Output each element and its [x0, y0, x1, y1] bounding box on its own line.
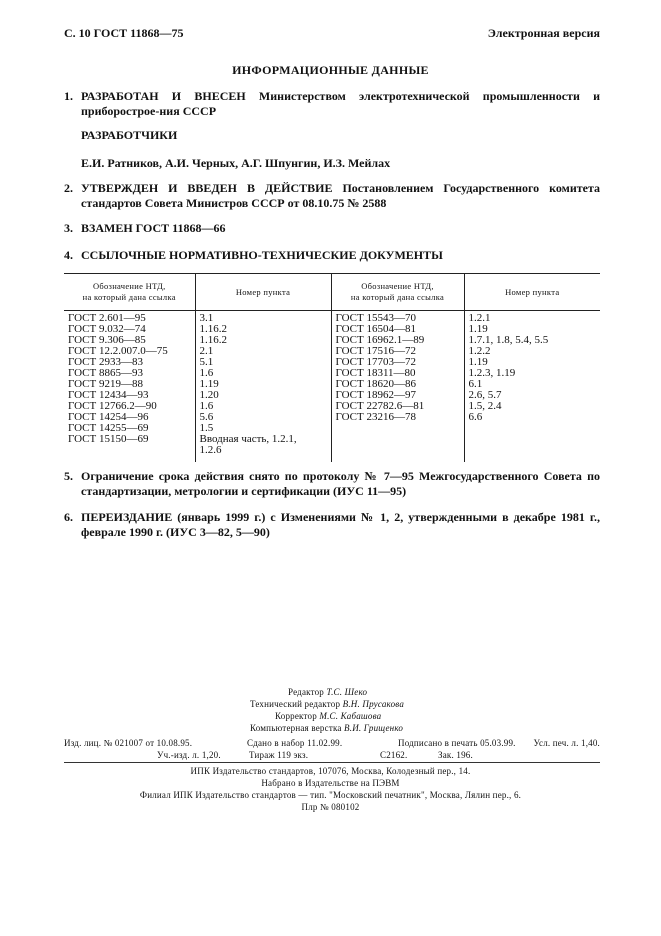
right-points-cell [464, 311, 600, 463]
print-sheets: Усл. печ. л. 1,40. [533, 738, 600, 748]
item-text: УТВЕРЖДЕН И ВВЕДЕН В ДЕЙСТВИЕ Постановлением Государственного комитета стандартов Совета Министров СССР от 08.10.75 № 2588 [81, 181, 600, 210]
table-body-row [64, 311, 600, 463]
page-header-left: С. 10 ГОСТ 11868—75 [64, 26, 184, 40]
item-number: 5. [64, 469, 73, 483]
table-cell: 1.16.2 [199, 323, 227, 335]
item-number: 6. [64, 510, 73, 524]
credit-editor: Редактор Т.С. Шеко [288, 687, 368, 697]
table-cell: ГОСТ 23216—78 [335, 411, 416, 423]
signed-date: Подписано в печать 05.03.99. [398, 738, 516, 748]
table-cell: ГОСТ 9.032—74 [68, 323, 146, 335]
table-cell: 6.1 [468, 378, 483, 390]
c-code: С2162. [380, 750, 408, 760]
sent-date: Сдано в набор 11.02.99. [247, 738, 343, 748]
publisher-line: Набрано в Издательстве на ПЭВМ [261, 778, 400, 788]
table-cell: 2.1 [199, 345, 214, 357]
table-cell: 1.20 [199, 389, 219, 401]
column-header-point: Номер пункта [195, 274, 331, 311]
table-cell: ГОСТ 15543—70 [335, 312, 416, 324]
table-cell: 1.5 [199, 422, 214, 434]
table-cell: ГОСТ 15150—69 [68, 433, 149, 445]
pub-sheets: Уч.-изд. л. 1,20. [157, 750, 221, 760]
table-cell: ГОСТ 8865—93 [68, 367, 143, 379]
table-cell: ГОСТ 16504—81 [335, 323, 416, 335]
left-documents-cell [64, 311, 195, 463]
table-cell: ГОСТ 2.601—95 [68, 312, 146, 324]
page-title: ИНФОРМАЦИОННЫЕ ДАННЫЕ [232, 63, 429, 77]
publisher-line: ИПК Издательство стандартов, 107076, Москва, Колодезный пер., 14. [190, 766, 471, 776]
right-documents-cell [331, 311, 464, 463]
publisher-line: Филиал ИПК Издательство стандартов — тип. "Московский печатник", Москва, Лялин пер., 6. [139, 790, 522, 800]
table-cell: 1.19 [199, 378, 219, 390]
item-number: 3. [64, 221, 73, 235]
table-cell: ГОСТ 14254—96 [68, 411, 149, 423]
developers-heading: РАЗРАБОТЧИКИ [81, 128, 178, 142]
table-cell: ГОСТ 9.306—85 [68, 334, 146, 346]
column-header-point: Номер пункта [464, 274, 600, 311]
item-1 [64, 89, 600, 119]
table-cell: 1.7.1, 1.8, 5.4, 5.5 [468, 334, 549, 346]
item-6 [64, 510, 600, 540]
item-text: ССЫЛОЧНЫЕ НОРМАТИВНО-ТЕХНИЧЕСКИЕ ДОКУМЕНТЫ [81, 248, 443, 262]
table-cell: ГОСТ 16962.1—89 [335, 334, 425, 346]
table-cell: ГОСТ 18962—97 [335, 389, 416, 401]
left-points-cell [195, 311, 331, 463]
order-number: Зак. 196. [438, 750, 473, 760]
table-cell: 1.2.2 [468, 345, 491, 357]
column-header-document: Обозначение НТД, на который дана ссылка [64, 274, 195, 311]
table-cell: ГОСТ 18311—80 [335, 367, 416, 379]
item-number: 2. [64, 181, 73, 195]
credit-tech-editor: Технический редактор В.Н. Прусакова [250, 699, 405, 709]
column-header-document: Обозначение НТД, на который дана ссылка [331, 274, 464, 311]
item-4 [64, 248, 600, 263]
table-cell: ГОСТ 17516—72 [335, 345, 416, 357]
table-cell: ГОСТ 12434—93 [68, 389, 149, 401]
table-cell: 1.6 [199, 400, 214, 412]
license-text: Изд. лиц. № 021007 от 10.08.95. [64, 738, 193, 748]
credit-layout: Компьютерная верстка В.И. Грищенко [250, 723, 404, 733]
table-cell: ГОСТ 12766.2—90 [68, 400, 157, 412]
reference-documents-table [64, 273, 600, 462]
circulation: Тираж 119 экз. [249, 750, 309, 760]
table-cell: 1.19 [468, 323, 488, 335]
table-cell: ГОСТ 9219—88 [68, 378, 143, 390]
table-cell: 2.6, 5.7 [468, 389, 502, 401]
item-text: РАЗРАБОТАН И ВНЕСЕН Министерством электротехнической промышленности и приборострое-ния СССР [81, 89, 600, 118]
publisher-line: Плр № 080102 [301, 802, 360, 812]
credits-block [0, 686, 661, 734]
table-cell: 5.1 [199, 356, 214, 368]
table-cell: ГОСТ 18620—86 [335, 378, 416, 390]
developers-list: Е.И. Ратников, А.И. Черных, А.Г. Шпунгин, И.З. Мейлах [81, 156, 391, 170]
page-header-right: Электронная версия [487, 26, 600, 40]
table-cell: Вводная часть, 1.2.1, 1.2.6 [199, 433, 297, 456]
item-3 [64, 221, 600, 236]
credit-corrector: Корректор М.С. Кабашова [275, 711, 382, 721]
table-cell: ГОСТ 14255—69 [68, 422, 149, 434]
table-cell: 1.2.1 [468, 312, 491, 324]
item-text: ПЕРЕИЗДАНИЕ (январь 1999 г.) с Изменениями № 1, 2, утвержденными в декабре 1981 г., феврале 1990 г. (ИУС 3—82, 5—90) [81, 510, 600, 539]
item-text: Ограничение срока действия снято по протоколу № 7—95 Межгосударственного Совета по стандартизации, метрологии и сертификации (ИУС 11—95) [81, 469, 600, 498]
table-cell: 1.5, 2.4 [468, 400, 502, 412]
table-cell: 1.19 [468, 356, 488, 368]
table-cell: 1.6 [199, 367, 214, 379]
table-cell: 1.2.3, 1.19 [468, 367, 516, 379]
table-header-row [64, 274, 600, 311]
table-cell: 3.1 [199, 312, 214, 324]
item-text: ВЗАМЕН ГОСТ 11868—66 [81, 221, 226, 235]
table-cell: ГОСТ 22782.6—81 [335, 400, 425, 412]
table-cell: ГОСТ 12.2.007.0—75 [68, 345, 168, 357]
table-cell: 5.6 [199, 411, 214, 423]
table-cell: ГОСТ 2933—83 [68, 356, 143, 368]
table-cell: 1.16.2 [199, 334, 227, 346]
item-5 [64, 469, 600, 499]
divider [64, 762, 600, 763]
table-cell: ГОСТ 17703—72 [335, 356, 416, 368]
table-cell: 6.6 [468, 411, 483, 423]
item-2 [64, 181, 600, 211]
item-number: 4. [64, 248, 73, 262]
publisher-block [0, 765, 661, 813]
item-number: 1. [64, 89, 73, 103]
